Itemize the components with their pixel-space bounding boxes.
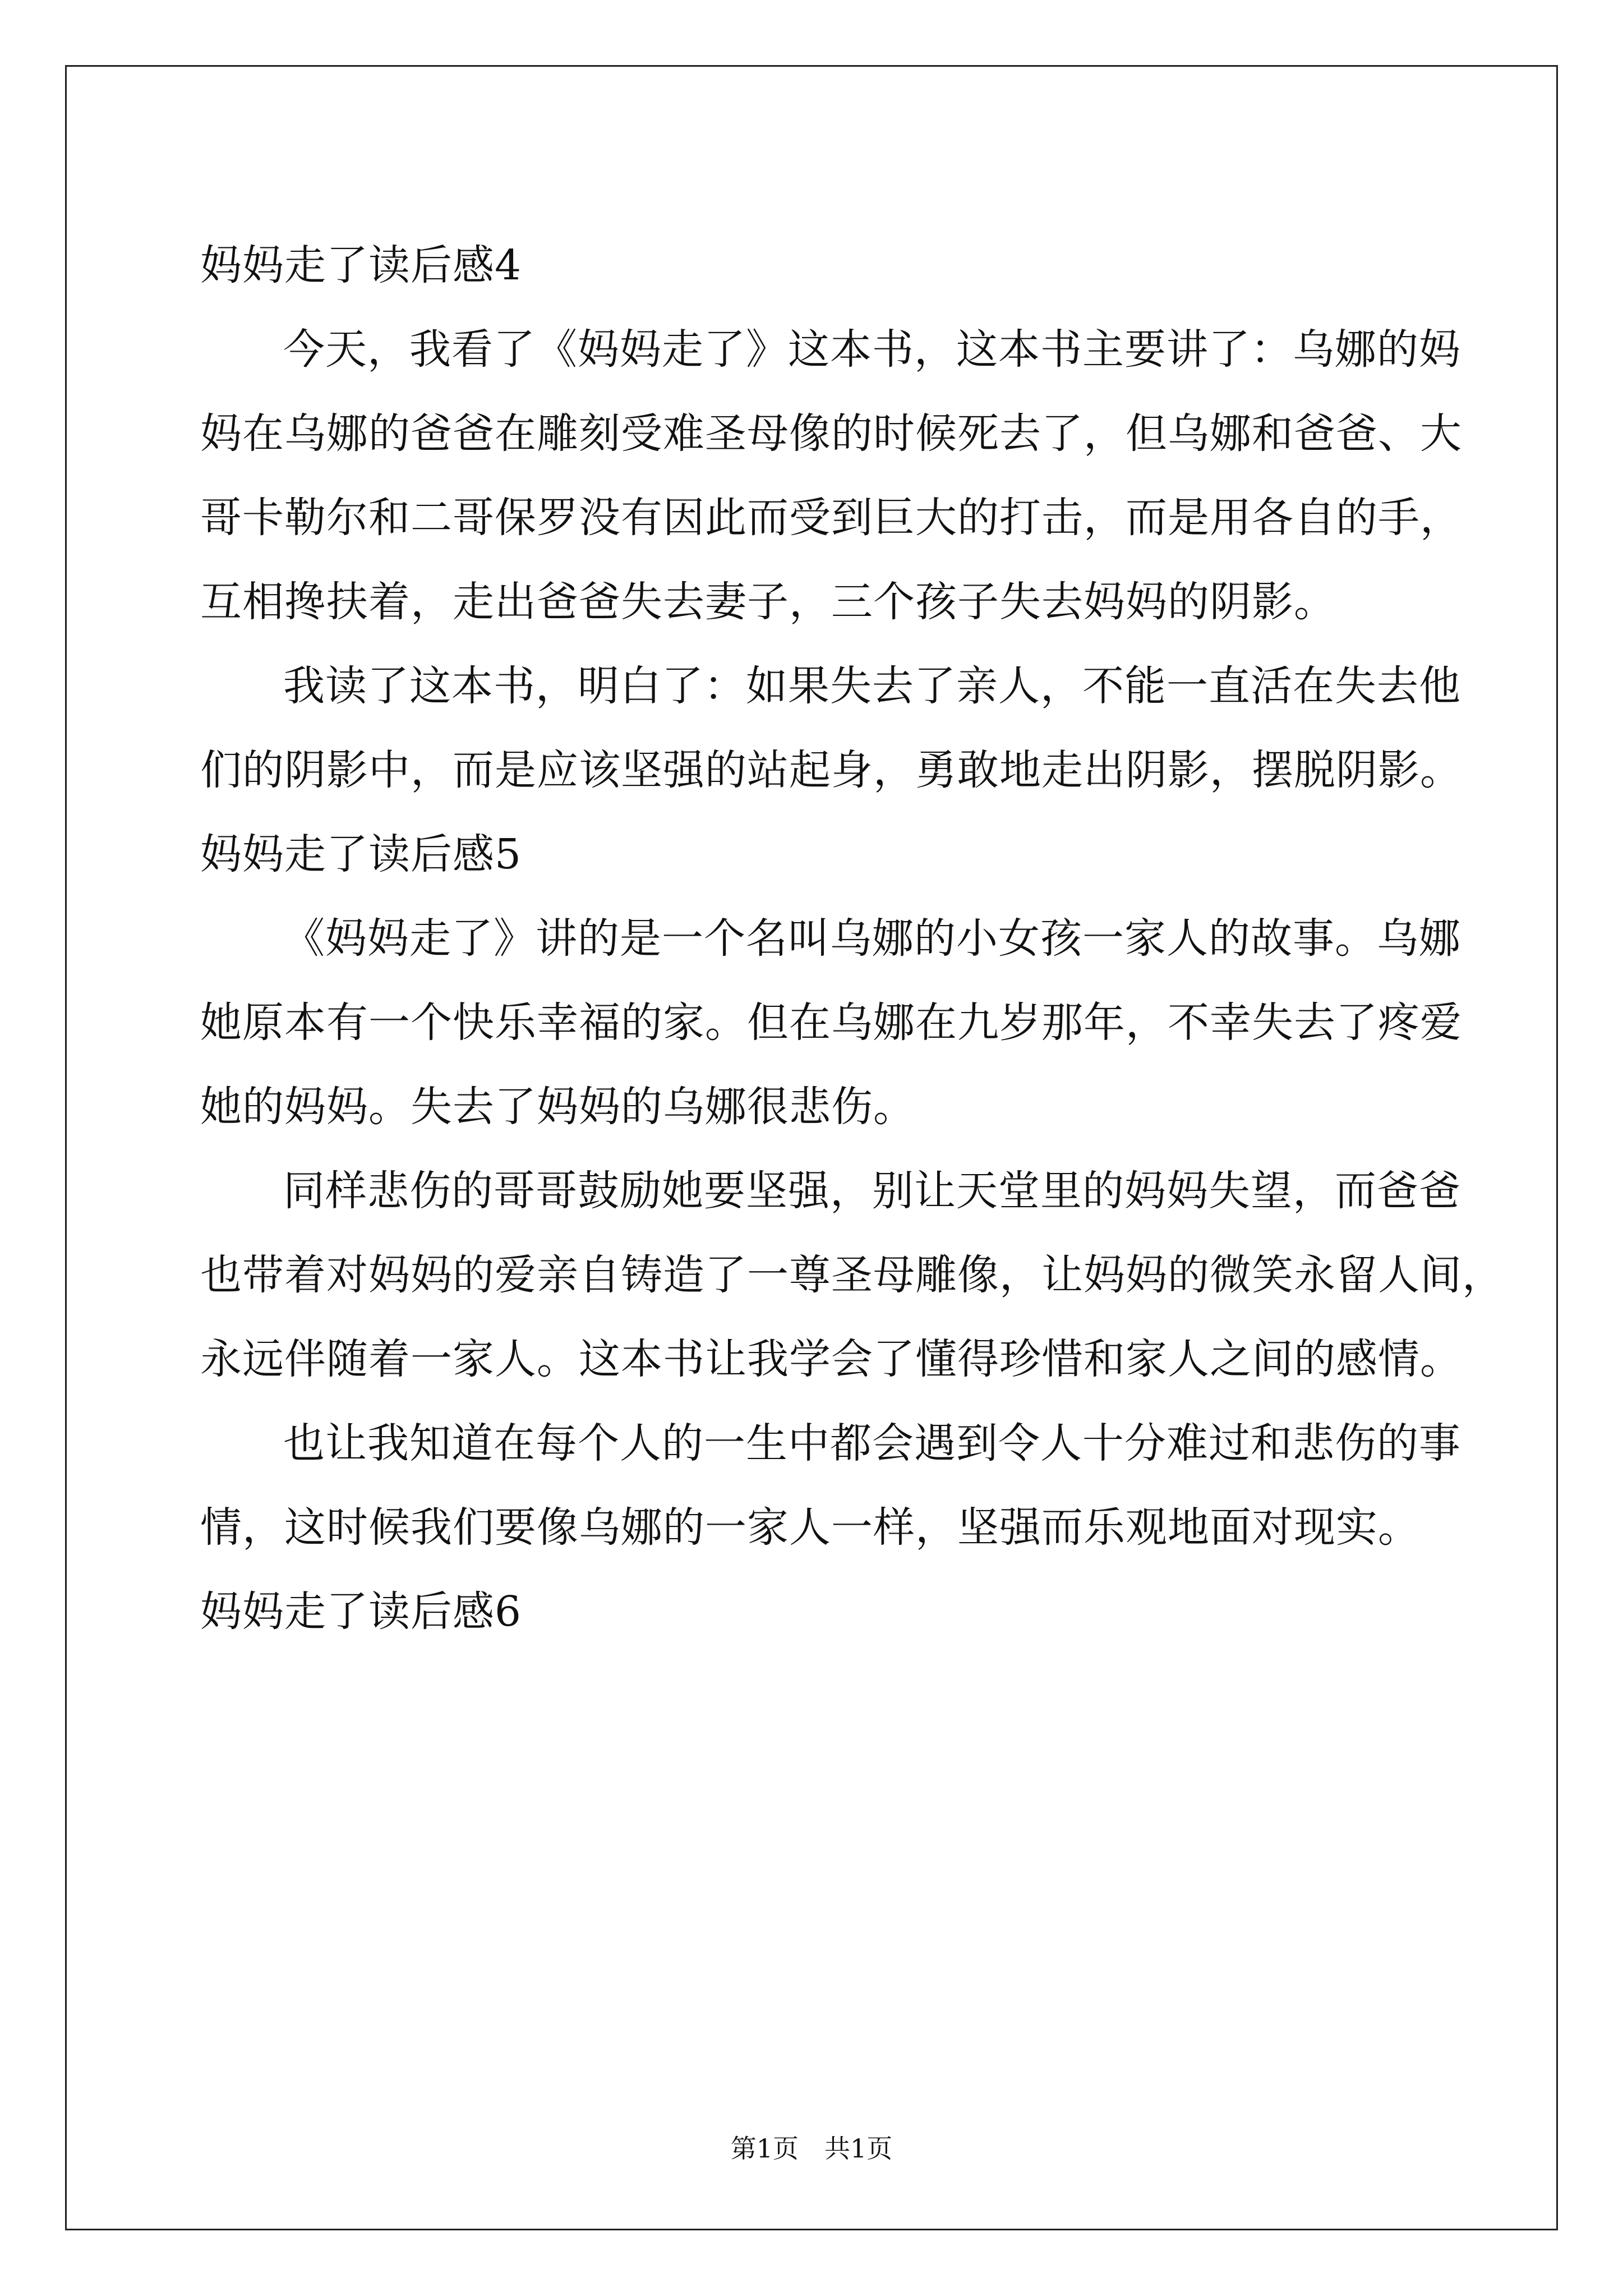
paragraph-line: 我读了这本书，明白了：如果失去了亲人，不能一直活在失去他 (283, 662, 1461, 710)
paragraph-line: 同样悲伤的哥哥鼓励她要坚强，别让天堂里的妈妈失望，而爸爸 (283, 1167, 1461, 1215)
paragraph-line: 她原本有一个快乐幸福的家。但在乌娜在九岁那年，不幸失去了疼爱 (200, 999, 1462, 1047)
paragraph-line: 们的阴影中，而是应该坚强的站起身，勇敢地走出阴影，摆脱阴影。 (200, 746, 1462, 794)
page-footer (0, 2132, 1623, 2165)
page-total: 共1页 (824, 2133, 893, 2164)
document-body (200, 223, 1504, 1654)
paragraph-line: 也让我知道在每个人的一生中都会遇到令人十分难过和悲伤的事 (283, 1419, 1461, 1467)
page-number: 第1页 (730, 2133, 799, 2164)
paragraph-line: 《妈妈走了》讲的是一个名叫乌娜的小女孩一家人的故事。乌娜 (283, 914, 1461, 963)
section-heading: 妈妈走了读后感4 (200, 241, 522, 289)
paragraph-line: 情，这时候我们要像乌娜的一家人一样，坚强而乐观地面对现实。 (200, 1503, 1420, 1552)
paragraph-line: 哥卡勒尔和二哥保罗没有因此而受到巨大的打击，而是用各自的手， (200, 494, 1462, 542)
section-heading: 妈妈走了读后感5 (200, 830, 522, 878)
paragraph-line: 今天，我看了《妈妈走了》这本书，这本书主要讲了：乌娜的妈 (283, 325, 1461, 374)
paragraph-line: 她的妈妈。失去了妈妈的乌娜很悲伤。 (200, 1083, 915, 1131)
paragraph-line: 互相搀扶着，走出爸爸失去妻子，三个孩子失去妈妈的阴影。 (200, 578, 1336, 626)
paragraph-line: 也带着对妈妈的爱亲自铸造了一尊圣母雕像，让妈妈的微笑永留人间， (200, 1251, 1504, 1299)
paragraph-line: 永远伴随着一家人。这本书让我学会了懂得珍惜和家人之间的感情。 (200, 1335, 1462, 1383)
section-heading: 妈妈走了读后感6 (200, 1588, 522, 1636)
paragraph-line: 妈在乌娜的爸爸在雕刻受难圣母像的时候死去了，但乌娜和爸爸、大 (200, 409, 1462, 458)
